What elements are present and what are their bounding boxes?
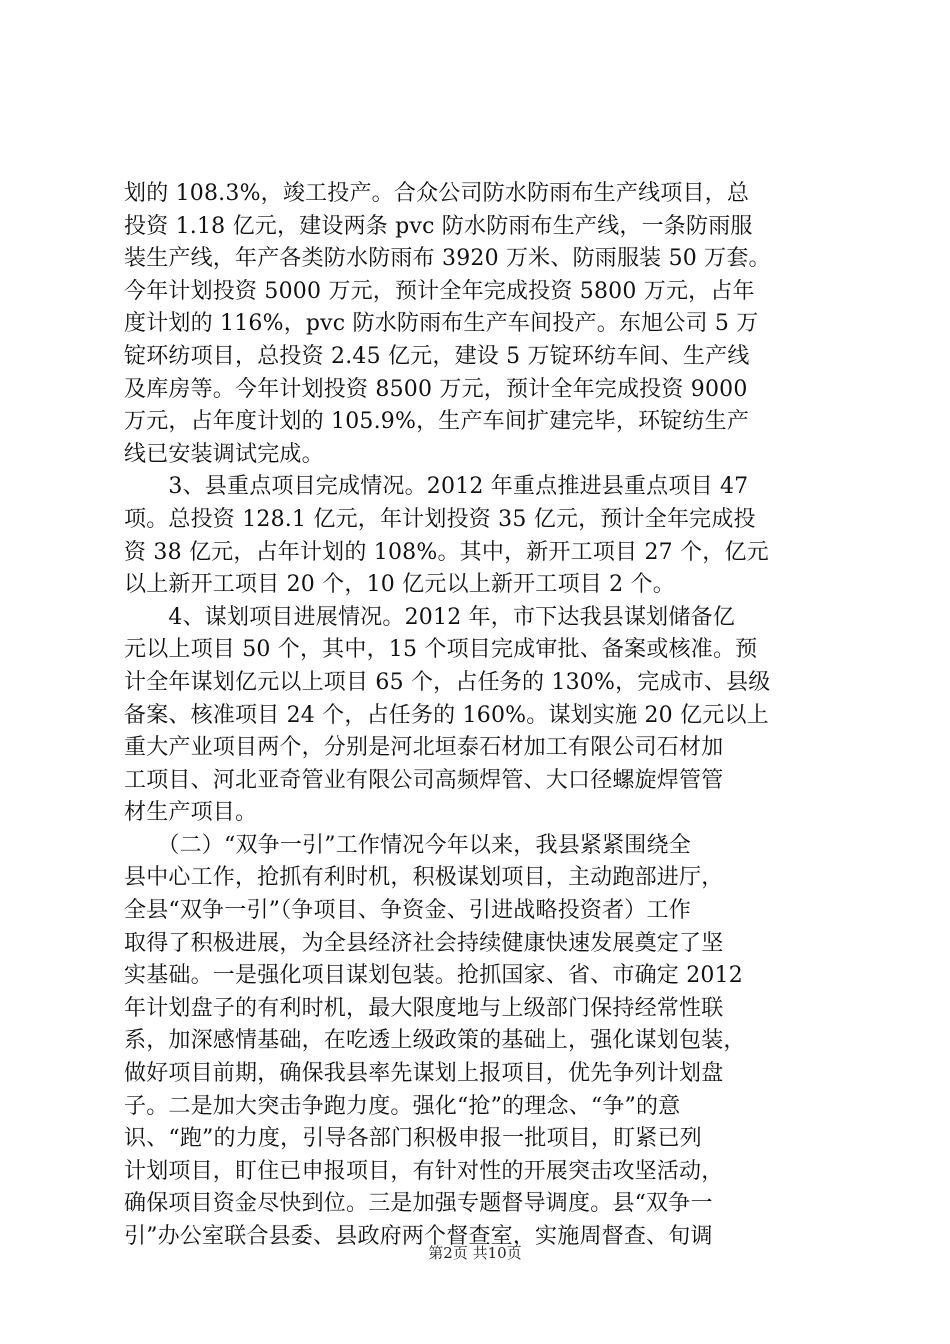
text-line: 重大产业项目两个，分别是河北垣泰石材加工有限公司石材加: [124, 735, 724, 761]
text-line: 县中心工作，抢抓有利时机，积极谋划项目，主动跑部进厅，: [124, 865, 724, 891]
text-line: 子。二是加大突击争跑力度。强化“抢”的理念、“争”的意: [124, 1093, 681, 1119]
text-line: 引”办公室联合县委、县政府两个督查室，实施周督查、旬调: [124, 1224, 713, 1249]
text-line: 以上新开工项目 20 个，10 亿元以上新开工项目 2 个。: [124, 572, 675, 598]
text-line: 万元，占年度计划的 105.9%，生产车间扩建完毕，环锭纺生产: [124, 409, 750, 435]
text-line: 线已安装调试完成。: [124, 441, 324, 467]
body-text: [124, 178, 840, 1254]
text-line: 全县“双争一引”（争项目、争资金、引进战略投资者）工作: [124, 898, 691, 924]
text-line: 识、“跑”的力度，引导各部门积极申报一批项目，盯紧已列: [124, 1126, 702, 1152]
text-line: 及库房等。今年计划投资 8500 万元，预计全年完成投资 9000: [124, 376, 748, 402]
text-line: 锭环纺项目，总投资 2.45 亿元，建设 5 万锭环纺车间、生产线: [124, 343, 750, 369]
page-footer: 第2页 共10页: [428, 1244, 522, 1262]
text-line: 计划项目，盯住已申报项目，有针对性的开展突击攻坚活动，: [124, 1158, 724, 1184]
text-line: 3、县重点项目完成情况。2012 年重点推进县重点项目 47: [124, 474, 749, 500]
text-line: 计全年谋划亿元以上项目 65 个，占任务的 130%，完成市、县级: [124, 669, 771, 695]
text-line: 工项目、河北亚奇管业有限公司高频焊管、大口径螺旋焊管管: [124, 767, 724, 793]
text-line: 划的 108.3%，竣工投产。合众公司防水防雨布生产线项目，总: [124, 181, 750, 206]
text-line: 装生产线，年产各类防水防雨布 3920 万米、防雨服装 50 万套。: [124, 246, 771, 272]
text-line: 4、谋划项目进展情况。2012 年，市下达我县谋划储备亿: [124, 604, 735, 630]
text-line: （二）“双争一引”工作情况今年以来，我县紧紧围绕全: [124, 832, 691, 858]
text-line: 元以上项目 50 个，其中，15 个项目完成审批、备案或核准。预: [124, 637, 758, 663]
text-line: 取得了积极进展，为全县经济社会持续健康快速发展奠定了坚: [124, 930, 724, 956]
text-line: 确保项目资金尽快到位。三是加强专题督导调度。县“双争一: [124, 1191, 713, 1217]
text-line: 系，加深感情基础，在吃透上级政策的基础上，强化谋划包装，: [124, 1028, 746, 1054]
text-line: 项。总投资 128.1 亿元，年计划投资 35 亿元，预计全年完成投: [124, 506, 756, 532]
text-line: 投资 1.18 亿元，建设两条 pvc 防水防雨布生产线，一条防雨服: [124, 213, 753, 239]
text-line: 资 38 亿元，占年计划的 108%。其中，新开工项目 27 个，亿元: [124, 539, 769, 565]
text-line: 今年计划投资 5000 万元，预计全年完成投资 5800 万元，占年: [124, 278, 755, 304]
text-line: 年计划盘子的有利时机，最大限度地与上级部门保持经常性联: [124, 995, 724, 1021]
text-line: 实基础。一是强化项目谋划包装。抢抓国家、省、市确定 2012: [124, 963, 743, 989]
text-line: 材生产项目。: [124, 800, 258, 826]
text-line: 做好项目前期，确保我县率先谋划上报项目，优先争列计划盘: [124, 1061, 724, 1087]
text-line: 备案、核准项目 24 个，占任务的 160%。谋划实施 20 亿元以上: [124, 702, 769, 728]
text-line: 度计划的 116%，pvc 防水防雨布生产车间投产。东旭公司 5 万: [124, 311, 759, 337]
